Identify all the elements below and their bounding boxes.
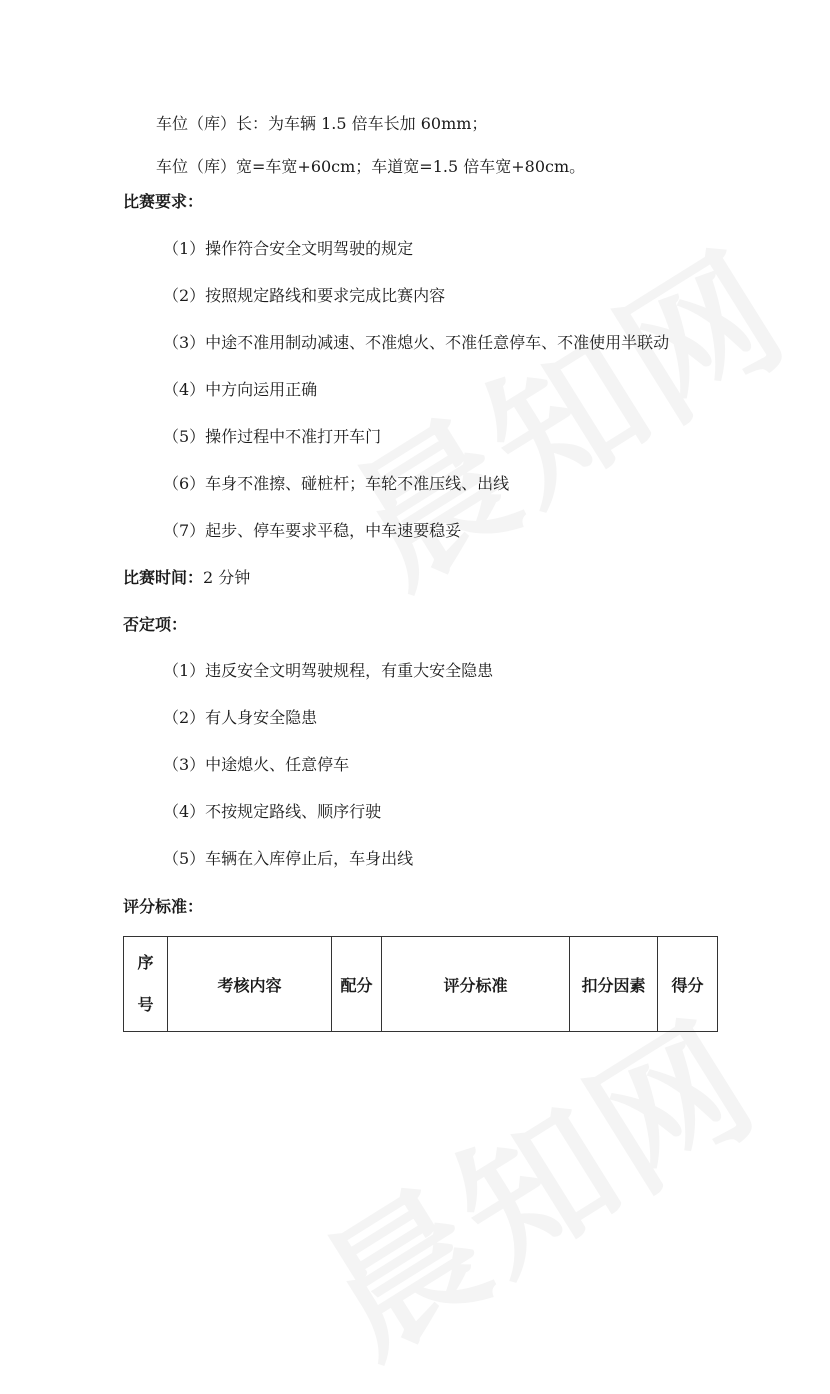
requirement-item: （3）中途不准用制动减速、不准熄火、不准任意停车、不准使用半联动 (163, 333, 670, 352)
header-points: 配分 (332, 937, 382, 1032)
negatives-heading: 否定项： (123, 615, 188, 634)
requirement-item: （5）操作过程中不准打开车门 (163, 427, 382, 446)
table-header-row (124, 937, 718, 1032)
negative-item: （4）不按规定路线、顺序行驶 (163, 802, 382, 821)
requirements-heading: 比赛要求： (123, 192, 204, 211)
header-score: 得分 (658, 937, 718, 1032)
requirement-item: （6）车身不准擦、碰桩杆；车轮不准压线、出线 (163, 474, 510, 493)
scoring-table (123, 936, 718, 1032)
requirement-item: （2）按照规定路线和要求完成比赛内容 (163, 286, 446, 305)
requirement-item: （1）操作符合安全文明驾驶的规定 (163, 239, 414, 258)
header-content: 考核内容 (168, 937, 332, 1032)
header-seq (124, 937, 168, 1032)
requirement-item: （4）中方向运用正确 (163, 380, 318, 399)
header-deduction: 扣分因素 (570, 937, 658, 1032)
header-seq-line1: 序 (137, 953, 154, 972)
time-heading: 比赛时间： (123, 568, 204, 587)
negative-item: （3）中途熄火、任意停车 (163, 755, 350, 774)
scoring-heading: 评分标准： (123, 897, 204, 916)
spec-line-length: 车位（库）长：为车辆 1.5 倍车长加 60mm； (156, 114, 488, 133)
time-value: 2 分钟 (203, 568, 251, 587)
spec-line-width: 车位（库）宽=车宽+60cm；车道宽=1.5 倍车宽+80cm。 (156, 157, 586, 176)
header-criteria: 评分标准 (382, 937, 570, 1032)
negative-item: （1）违反安全文明驾驶规程，有重大安全隐患 (163, 661, 494, 680)
time-line (123, 568, 250, 588)
requirement-item: （7）起步、停车要求平稳，中车速要稳妥 (163, 521, 462, 540)
negative-item: （5）车辆在入库停止后，车身出线 (163, 849, 414, 868)
negative-item: （2）有人身安全隐患 (163, 708, 318, 727)
header-seq-line2: 号 (137, 995, 154, 1014)
